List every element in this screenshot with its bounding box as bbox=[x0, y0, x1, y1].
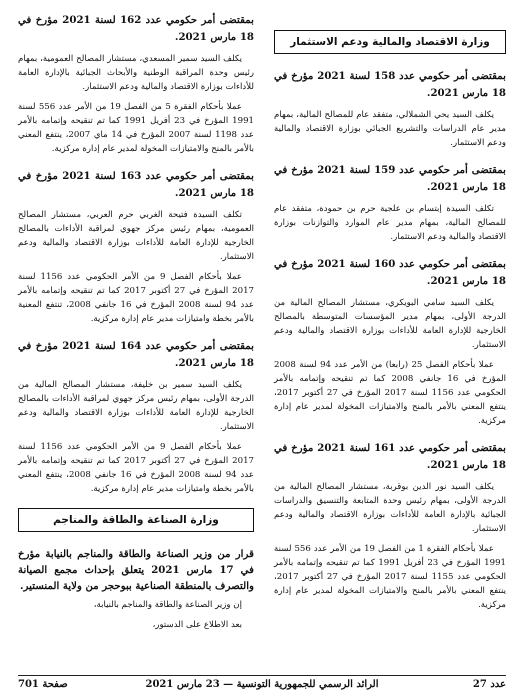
order-paragraph: بعد الاطلاع على الدستور، bbox=[152, 620, 242, 630]
gazette-name-date: الرائد الرسمي للجمهورية التونسية — 23 مارس 2021 bbox=[145, 679, 379, 690]
order-paragraph: إن وزير الصناعة والطاقة والمناجم بالنيابة، bbox=[93, 600, 242, 610]
decree-paragraph: تكلف السيدة إبتسام بن علجية حرم بن حمودة، متفقد عام للمصالح المالية، بمهام مدير عام الموارد والتوازنات بوزارة الاقتصاد والمالية ودعم الاستثمار. bbox=[274, 204, 506, 242]
decree-title: بمقتضى أمر حكومي عدد 160 لسنة 2021 مؤرخ في 18 مارس 2021. bbox=[274, 258, 506, 287]
decree-160 bbox=[274, 256, 506, 428]
decree-paragraph: عملا بأحكام الفقرة 5 من الفصل 19 من الأمر عدد 556 لسنة 1991 المؤرخ في 23 أفريل 1991 كما تم تنقيحه وإتمامه بالأمر عدد 1198 لسنة 2007 المؤرخ في 14 ماي 2007، ينتفع المعني بالأمر بالمنح والامتيازات المخولة لمدير عام إدارة مركزية. bbox=[18, 102, 255, 154]
decree-paragraph: يكلف السيد يحي الشملالي، متفقد عام للمصالح المالية، بمهام مدير عام الدراسات والتشريع الجبائي بوزارة الاقتصاد والمالية ودعم الاستثمار. bbox=[274, 110, 506, 148]
decree-162 bbox=[18, 12, 254, 156]
decree-title: بمقتضى أمر حكومي عدد 161 لسنة 2021 مؤرخ في 18 مارس 2021. bbox=[274, 442, 506, 471]
decree-title: بمقتضى أمر حكومي عدد 163 لسنة 2021 مؤرخ في 18 مارس 2021. bbox=[18, 170, 254, 199]
left-column bbox=[18, 12, 254, 644]
decree-159 bbox=[274, 162, 506, 244]
decree-title: بمقتضى أمر حكومي عدد 158 لسنة 2021 مؤرخ في 18 مارس 2021. bbox=[274, 70, 506, 99]
decree-164 bbox=[18, 338, 254, 496]
decree-paragraph: يكلف السيد سمير المسعدي، مستشار المصالح العمومية، بمهام رئيس وحدة المراقبة الوطنية والأبحاث الجبائية بالإدارة العامة للأداءات بوزارة الاقتصاد والمالية ودعم الاستثمار. bbox=[18, 54, 254, 92]
page-footer bbox=[18, 675, 506, 692]
issue-number: عدد 27 bbox=[472, 679, 506, 690]
decree-paragraph: يكلف السيد نور الدين بوقربة، مستشار المصالح المالية من الدرجة الأولى، بمهام رئيس وحدة المتابعة والتنسيق والدراسات الجبائية بالإدارة العامة للأداءات بوزارة الاقتصاد والمالية ودعم الاستثمار. bbox=[274, 482, 506, 534]
section-title-economy: وزارة الاقتصاد والمالية ودعم الاستثمار bbox=[274, 30, 506, 54]
order-industry bbox=[18, 546, 254, 632]
decree-paragraph: عملا بأحكام الفصل 25 (رابعا) من الأمر عدد 94 لسنة 2008 المؤرخ في 16 جانفي 2008 كما تم تنقيحه وإتمامه بالأمر الحكومي عدد 1156 لسنة 2017 المؤرخ في 27 أكتوبر 2017، ينتفع المعني بالأمر بالمنح والامتيازات المخولة لمدير عام إدارة مركزية. bbox=[274, 360, 507, 426]
decree-title: بمقتضى أمر حكومي عدد 164 لسنة 2021 مؤرخ في 18 مارس 2021. bbox=[18, 340, 254, 369]
decree-title: بمقتضى أمر حكومي عدد 162 لسنة 2021 مؤرخ في 18 مارس 2021. bbox=[18, 14, 254, 43]
decree-paragraph: يكلف السيد سمير بن خليفة، مستشار المصالح المالية من الدرجة الأولى، بمهام رئيس مركز جهوي لمراقبة الأداءات بالمصالح الخارجية للإدارة العامة للأداءات بوزارة الاقتصاد والمالية ودعم الاستثمار. bbox=[18, 380, 254, 432]
decree-paragraph: يكلف السيد سامي البويكري، مستشار المصالح المالية من الدرجة الأولى، بمهام مدير المؤسسات المتوسطة بالمصالح الخارجية للإدارة العامة للأداءات بوزارة الاقتصاد والمالية ودعم الاستثمار. bbox=[274, 298, 506, 350]
decree-paragraph: عملا بأحكام الفقرة 1 من الفصل 19 من الأمر عدد 556 لسنة 1991 المؤرخ في 23 أفريل 1991 كما تم تنقيحه وإتمامه بالأمر الحكومي عدد 1155 لسنة 2017 المؤرخ في 27 أكتوبر 2017، ينتفع المعني بالأمر بالمنح والامتيازات المخولة لمدير عام إدارة مركزية. bbox=[274, 544, 507, 610]
right-column bbox=[274, 12, 506, 624]
decree-161 bbox=[274, 440, 506, 612]
decree-paragraph: تكلف السيدة فتيحة الغربي حرم العربي، مستشار المصالح العمومية، بمهام رئيس مركز جهوي لمراقبة الأداءات بالمصالح الخارجية للإدارة العامة للأداءات بوزارة الاقتصاد والمالية ودعم الاستثمار. bbox=[18, 210, 254, 262]
decree-title: بمقتضى أمر حكومي عدد 159 لسنة 2021 مؤرخ في 18 مارس 2021. bbox=[274, 164, 506, 193]
page-number: صفحة 701 bbox=[18, 679, 68, 690]
order-title: قرار من وزير الصناعة والطاقة والمناجم بالنيابة مؤرخ في 17 مارس 2021 يتعلق بإحداث مجمع الصيانة والتصرف بالمنطقة الصناعية ببوحجر من ولاية المنستير. bbox=[18, 548, 254, 592]
decree-paragraph: عملا بأحكام الفصل 9 من الأمر الحكومي عدد 1156 لسنة 2017 المؤرخ في 27 أكتوبر 2017 كما تم تنقيحه وإتمامه بالأمر عدد 94 لسنة 2008 المؤرخ في 16 جانفي 2008، ينتفع المعني بالأمر بخطة وامتيازات مدير عام إدارة مركزية. bbox=[18, 442, 255, 494]
section-title-industry: وزارة الصناعة والطاقة والمناجم bbox=[18, 508, 254, 532]
decree-158 bbox=[274, 68, 506, 150]
decree-paragraph: عملا بأحكام الفصل 9 من الأمر الحكومي عدد 1156 لسنة 2017 المؤرخ في 27 أكتوبر 2017 كما تم تنقيحه وإتمامه بالأمر عدد 94 لسنة 2008 المؤرخ في 16 جانفي 2008، تنتفع المعنية بالأمر بخطة وامتيازات مدير عام إدارة مركزية. bbox=[18, 272, 255, 324]
decree-163 bbox=[18, 168, 254, 326]
